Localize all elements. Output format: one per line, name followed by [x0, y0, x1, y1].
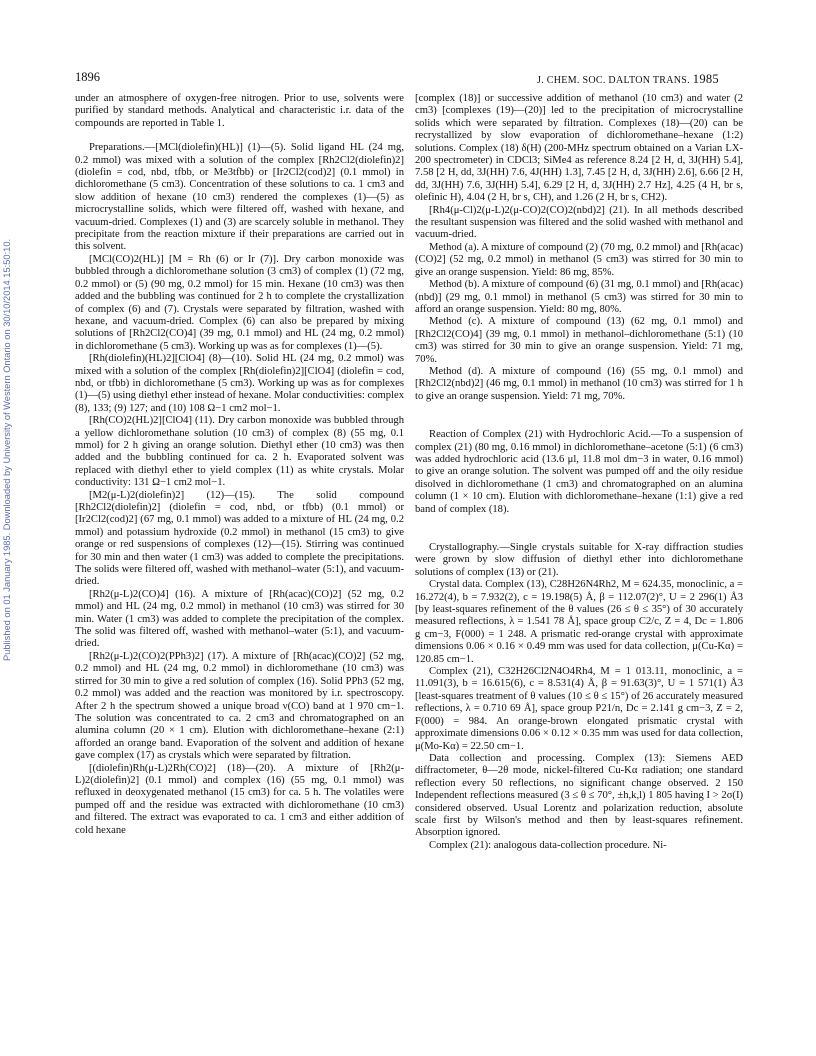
paragraph: [complex (18)] or successive addition of methanol (10 cm3) and water (2 cm3) [complexes (19)—(20)] led to the precipitation of microcrystalline solids which were separated by filtration. Complexes (18)—(20) can be recrystallized by slow evaporation of dichloromethane–hexane (1:2) solutions. Complex (18) δ(H) (200-MHz spectrum obtained on a Varian LX-200 spectrometer) in CDCl3; SiMe4 as reference 8.24 [2 H, d, 3J(HH) 5.4], 7.58 [2 H, dd, 3J(HH) 7.6, 4J(HH) 1.3], 7.45 [2 H, d, 3J(HH) 2.6], 6.66 [2 H, dd, 3J(HH) 7.6, 3J(HH) 5.4], 6.29 [2 H, d, 3J(HH) 2.7 Hz], 4.25 (4 H, br s, olefinic H), 4.04 (2 H, br s, CH), and 1.26 (2 H, br s, CH2).: [415, 93, 743, 204]
paragraph: Reaction of Complex (21) with Hydrochloric Acid.—To a suspension of complex (21) (80 mg, 0.16 mmol) in dichloromethane–acetone (5:1) (6 cm3) was added hydrochloric acid (13.6 μl, 11.8 mol dm−3 in water, 0.16 mmol) to give an orange solution. The solvent was pumped off and the oily residue disolved in dichloromethane (1 cm3) and chromatographed on an alumina column (1 × 10 cm). Elution with dichloromethane–hexane (1:1) give a red band of complex (18).: [415, 429, 743, 515]
paragraph: [(diolefin)Rh(μ-L)2Rh(CO)2] (18)—(20). A mixture of [Rh2(μ-L)2(diolefin)2] (0.1 mmol) and complex (16) (55 mg, 0.1 mmol) was refluxed in deoxygenated methanol (15 cm3) for ca. 5 h. The volatiles were pumped off and the residue was extracted with dichloromethane (10 cm3) and filtered. The extract was evaporated to ca. 1 cm3 and either addition of cold hexane: [75, 762, 404, 836]
paragraph: Crystallography.—Single crystals suitable for X-ray diffraction studies were grown by slow diffusion of diethyl ether into dichloromethane solutions of complex (13) or (21).: [415, 542, 743, 578]
journal-header: [537, 72, 719, 87]
page-number: 1896: [75, 70, 100, 84]
journal-year: 1985: [692, 72, 719, 86]
paragraph: [Rh4(μ-Cl)2(μ-L)2(μ-CO)2(CO)2(nbd)2] (21). In all methods described the resultant suspension was filtered and the solid washed with methanol and vacuum-dried.: [415, 204, 743, 241]
paragraph: Complex (21), C32H26Cl2N4O4Rh4, M = 1 013.11, monoclinic, a = 11.091(3), b = 16.615(6), c = 8.531(4) Å, β = 91.63(3)°, U = 1 571(1) Å3 [least-squares treatment of θ values (10 ≤ θ ≤ 15°) of 26 accurately measured reflections, λ = 0.710 69 Å], space group P21/n, Dc = 2.141 g cm−3, Z = 2, F(000) = 984. An orange-brown elongated prismatic crystal with approximate dimensions 0.06 × 0.12 × 0.35 mm was used for data collection, μ(Mo-Kα) = 22.50 cm−1.: [415, 666, 743, 752]
paragraph: [Rh(CO)2(HL)2][ClO4] (11). Dry carbon monoxide was bubbled through a yellow dichloromethane solution (10 cm3) of complex (8) (55 mg, 0.1 mmol) for 2 h giving an orange solution. Diethyl ether (10 cm3) was then added and the bubbling continued for ca. 2 h. Evaporated solvent was replaced with diethyl ether to yield complex (11) as white crystals. Molar conductivity: 131 Ω−1 cm2 mol−1.: [75, 415, 404, 489]
journal-name: J. CHEM. SOC. DALTON TRANS.: [537, 75, 690, 86]
paragraph: [M2(μ-L)2(diolefin)2] (12)—(15). The solid compound [Rh2Cl2(diolefin)2] (diolefin = cod, nbd, or tfbb) (0.1 mmol) or [Ir2Cl2(cod)2] (67 mg, 0.1 mmol) was added to a mixture of HL (24 mg, 0.2 mmol) and potassium hydroxide (0.2 mmol) in methanol (15 cm3) to give orange or red suspensions of complexes (12)—(15). Stirring was continued for 30 min and then water (1 cm3) was added to complete the precipitations. The solids were filtered off, washed with methanol–water (5:1), and vacuum-dried.: [75, 489, 404, 588]
paragraph: Data collection and processing. Complex (13): Siemens AED diffractometer, θ—2θ mode, nickel-filtered Cu-Kα radiation; one standard reflection every 50 reflections, no significant change observed. 2 150 Independent reflections measured (3 ≤ θ ≤ 70°, ±h,k,l) 1 805 having I > 2σ(I) considered observed. Usual Lorentz and polarization reduction, absolute scale first by Wilson's method and then by least-squares refinement. Absorption ignored.: [415, 752, 743, 839]
left-column: [75, 93, 404, 837]
right-column: [415, 93, 743, 852]
paragraph: Method (d). A mixture of compound (16) (55 mg, 0.1 mmol) and [Rh2Cl2(nbd)2] (46 mg, 0.1 mmol) in methanol (10 cm3) was stirred for 1 h to give an orange suspension. Yield: 71 mg, 70%.: [415, 365, 743, 402]
paragraph: under an atmosphere of oxygen-free nitrogen. Prior to use, solvents were purified by standard methods. Analytical and characteristic i.r. data of the compounds are reported in Table 1.: [75, 93, 404, 129]
paragraph: [MCl(CO)2(HL)] [M = Rh (6) or Ir (7)]. Dry carbon monoxide was bubbled through a dichloromethane solution (3 cm3) of complex (1) (72 mg, 0.2 mmol) or (5) (90 mg, 0.2 mmol) for 15 min. Hexane (10 cm3) was then added and the bubbling was continued for 2 h to complete the crystallization of complex (6) and (7). Crystals were separated by filtration, washed with hexane, and vacuum-dried. Complex (6) can also be prepared by mixing solutions of [Rh2Cl2(CO)4] (39 mg, 0.1 mmol) and HL (24 mg, 0.2 mmol) in dichloromethane (5 cm3). Working up was as for complexes (1)—(5).: [75, 253, 404, 352]
paragraph: Preparations.—[MCl(diolefin)(HL)] (1)—(5). Solid ligand HL (24 mg, 0.2 mmol) was mixed with a solution of the complex [Rh2Cl2(diolefin)2] (diolefin = cod, nbd, tfbb, or Me3tfbb) or [Ir2Cl2(cod)2] (0.1 mmol) in dichloromethane (5 cm3). Concentration of these solutions to ca. 1 cm3 and slow addition of hexane (10 cm3) rendered the complexes (1)—(5) as microcrystalline solids, which were filtered off, washed with hexane, and vacuum-dried. Complexes (1) and (3) are scarcely soluble in methanol. They precipitate from the reaction mixture if their preparations are carried out in this solvent.: [75, 142, 404, 253]
paragraph: Method (c). A mixture of compound (13) (62 mg, 0.1 mmol) and [Rh2Cl2(CO)4] (39 mg, 0.1 mmol) in methanol–dichloromethane (5:1) (10 cm3) was stirred for 30 min to give an orange suspension. Yield: 71 mg, 70%.: [415, 316, 743, 365]
paragraph: [Rh(diolefin)(HL)2][ClO4] (8)—(10). Solid HL (24 mg, 0.2 mmol) was mixed with a solution of the complex [Rh(diolefin)2][ClO4] (diolefin = cod, nbd, or tfbb) in dichloromethane (5 cm3). Working up was as for complexes (1)—(5) using diethyl ether instead of hexane. Molar conductivities: complex (8), 133; (9) 127; and (10) 108 Ω−1 cm2 mol−1.: [75, 353, 404, 414]
paragraph: [Rh2(μ-L)2(CO)2(PPh3)2] (17). A mixture of [Rh(acac)(CO)2] (52 mg, 0.2 mmol) and HL (24 mg, 0.2 mmol) in dichloromethane (10 cm3) was stirred for 30 min to give a red solution of complex (16). Solid PPh3 (52 mg, 0.2 mmol) was added and the reaction was monitored by i.r. spectroscopy. After 2 h the spectrum showed a unique broad ν(CO) band at 1 970 cm−1. The solution was concentrated to ca. 2 cm3 and chromatographed on an alumina column (20 × 1 cm). Elution with dichloromethane–hexane (2:1) afforded an orange band. Evaporation of the solvent and addition of hexane gave complex (17) as crystals which were separated by filtration.: [75, 650, 404, 762]
paragraph: Complex (21): analogous data-collection procedure. Ni-: [429, 839, 667, 851]
paragraph: Method (b). A mixture of compound (6) (31 mg, 0.1 mmol) and [Rh(acac)(nbd)] (29 mg, 0.1 mmol) in methanol (5 cm3) was stirred for 30 min to afford an orange suspension. Yield: 80 mg, 80%.: [415, 279, 743, 315]
paragraph: Method (a). A mixture of compound (2) (70 mg, 0.2 mmol) and [Rh(acac)(CO)2] (52 mg, 0.2 mmol) in methanol (5 cm3) was stirred for 30 min to give an orange suspension. Yield: 86 mg, 85%.: [415, 241, 743, 278]
paragraph: [Rh2(μ-L)2(CO)4] (16). A mixture of [Rh(acac)(CO)2] (52 mg, 0.2 mmol) and HL (24 mg, 0.2 mmol) in methanol (10 cm3) was stirred for 30 min. Water (1 cm3) was added to complete the precipitation of the complex. The solid was filtered off, washed with methanol–water (5:1), and vacuum-dried.: [75, 588, 404, 650]
download-watermark: Published on 01 January 1985. Downloaded by University of Western Ontario on 30/10/2014 15:50:10.: [2, 238, 12, 662]
paragraph: Crystal data. Complex (13), C28H26N4Rh2, M = 624.35, monoclinic, a = 16.272(4), b = 7.932(2), c = 19.198(5) Å, β = 112.07(2)°, U = 2 296(1) Å3 [by least-squares refinement of the θ values (26 ≤ θ ≤ 35°) of 30 accurately measured reflections, λ = 1.541 78 Å], space group C2/c, Z = 4, Dc = 1.806 g cm−3, F(000) = 1 248. A prismatic red-orange crystal with approximate dimensions 0.06 × 0.16 × 0.49 mm was used for data collection, μ(Cu-Kα) = 120.85 cm−1.: [415, 579, 743, 665]
